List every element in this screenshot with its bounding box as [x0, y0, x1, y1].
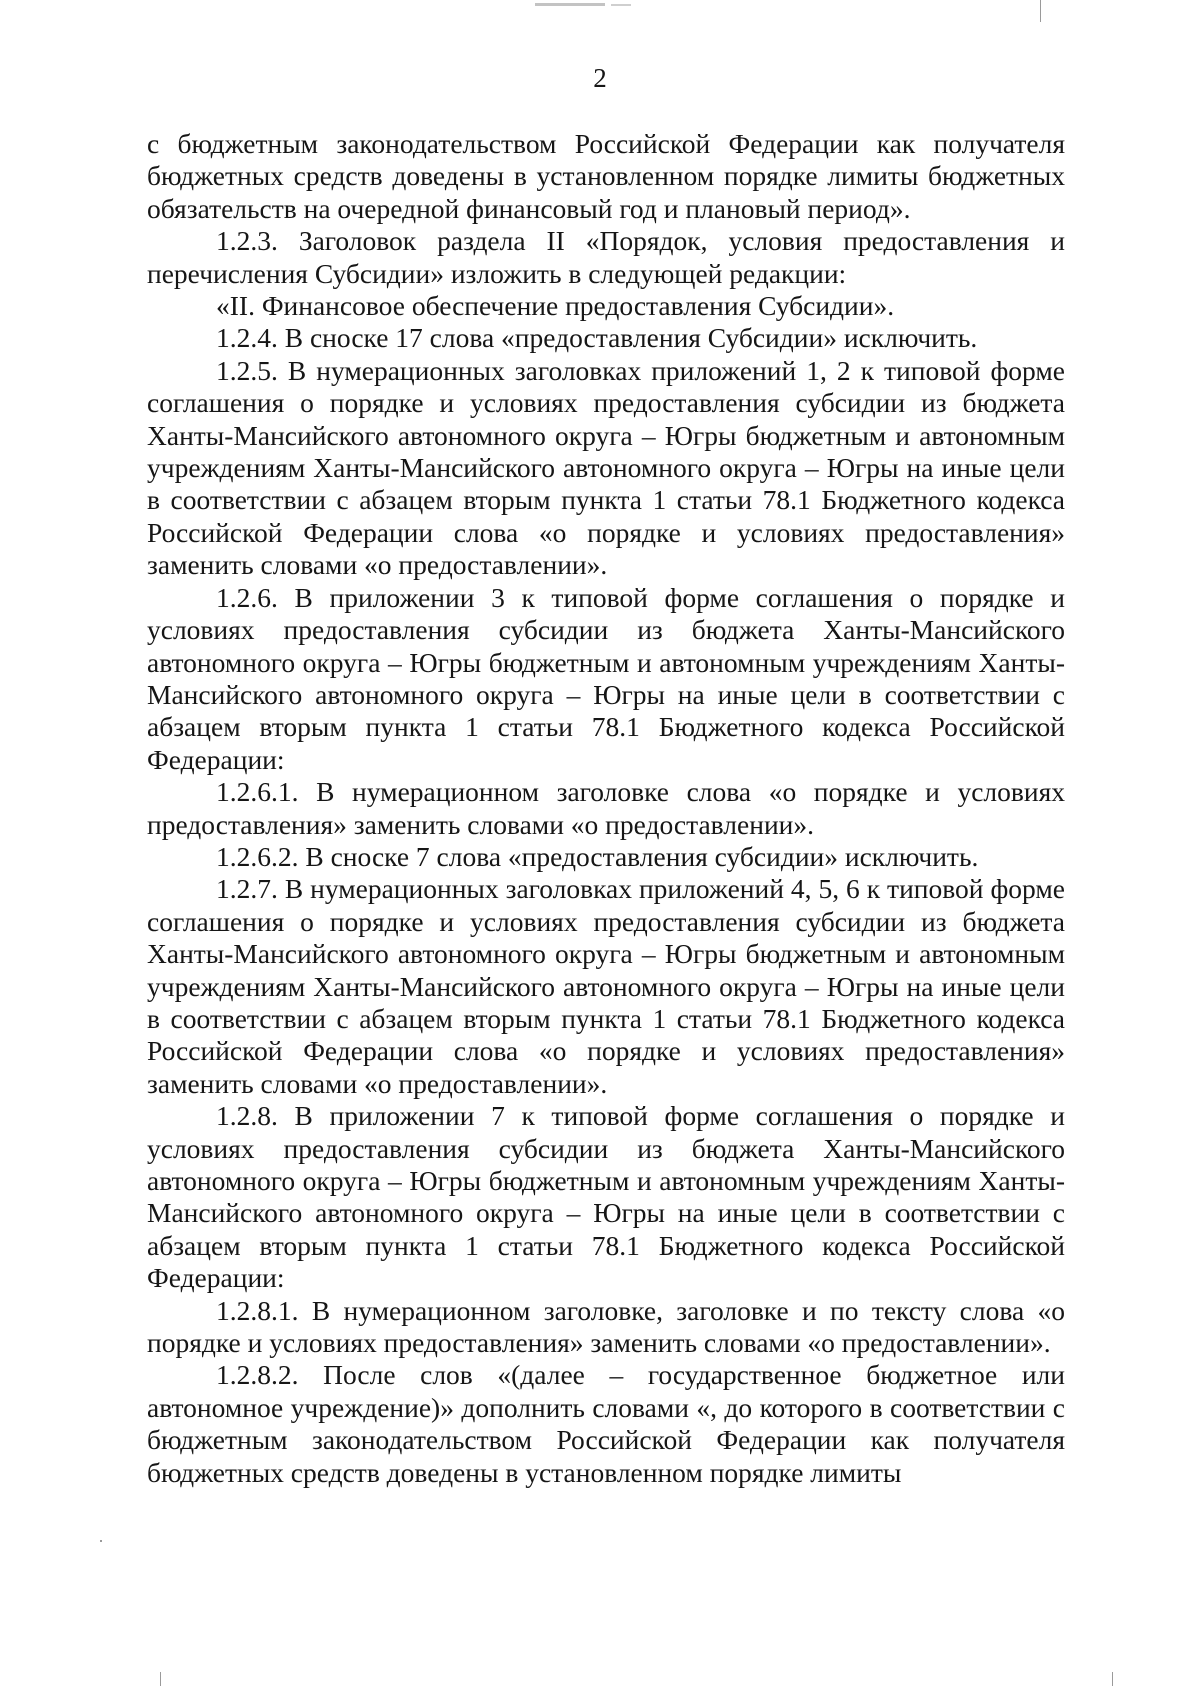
paragraph-1-2-6-1: 1.2.6.1. В нумерационном заголовке слова «о порядке и условиях предоставления» заменить словами «о предоставлении».: [147, 776, 1065, 840]
paragraph-continuation: с бюджетным законодательством Российской Федерации как получателя бюджетных средств доведены в установленном порядке лимиты бюджетных обязательств на очередной финансовый год и плановый период».: [147, 128, 1065, 224]
scan-speck: [1112, 1672, 1113, 1686]
paragraph-1-2-7: 1.2.7. В нумерационных заголовках приложений 4, 5, 6 к типовой форме соглашения о порядке и условиях предоставления субсидии из бюджета Ханты-Мансийского автономного округа – Югры бюджетным и автономным учреждениям Ханты-Мансийского автономного округа – Югры на иные цели в соответствии с абзацем вторым пункта 1 статьи 78.1 Бюджетного кодекса Российской Федерации слова «о порядке и условиях предоставления» заменить словами «о предоставлении».: [147, 873, 1065, 1099]
paragraph-1-2-8: 1.2.8. В приложении 7 к типовой форме соглашения о порядке и условиях предоставления субсидии из бюджета Ханты-Мансийского автономного округа – Югры бюджетным и автономным учреждениям Ханты-Мансийского автономного округа – Югры на иные цели в соответствии с абзацем вторым пункта 1 статьи 78.1 Бюджетного кодекса Российской Федерации:: [147, 1100, 1065, 1294]
scan-speck: [1040, 0, 1041, 22]
scan-artifact: [535, 0, 655, 10]
paragraph-1-2-5: 1.2.5. В нумерационных заголовках приложений 1, 2 к типовой форме соглашения о порядке и условиях предоставления субсидии из бюджета Ханты-Мансийского автономного округа – Югры бюджетным и автономным учреждениям Ханты-Мансийского автономного округа – Югры на иные цели в соответствии с абзацем вторым пункта 1 статьи 78.1 Бюджетного кодекса Российской Федерации слова «о порядке и условиях предоставления» заменить словами «о предоставлении».: [147, 354, 1065, 581]
paragraph-1-2-6-2: 1.2.6.2. В сноске 7 слова «предоставления субсидии» исключить.: [216, 840, 979, 872]
paragraph-1-2-4: 1.2.4. В сноске 17 слова «предоставления Субсидии» исключить.: [216, 322, 978, 354]
paragraph-1-2-8-1: 1.2.8.1. В нумерационном заголовке, заголовке и по тексту слова «о порядке и условиях предоставления» заменить словами «о предоставлении».: [147, 1294, 1065, 1359]
scan-speck: [100, 1540, 102, 1542]
document-body: [147, 128, 1065, 1489]
paragraph-quoted-heading: «II. Финансовое обеспечение предоставления Субсидии».: [216, 290, 895, 322]
paragraph-1-2-8-2: 1.2.8.2. После слов «(далее – государственное бюджетное или автономное учреждение)» дополнить словами «, до которого в соответствии с бюджетным законодательством Российской Федерации как получателя бюджетных средств доведены в установленном порядке лимиты: [147, 1359, 1065, 1488]
page-number: 2: [593, 63, 607, 93]
scan-speck: [160, 1672, 161, 1686]
paragraph-1-2-6: 1.2.6. В приложении 3 к типовой форме соглашения о порядке и условиях предоставления субсидии из бюджета Ханты-Мансийского автономного округа – Югры бюджетным и автономным учреждениям Ханты-Мансийского автономного округа – Югры на иные цели в соответствии с абзацем вторым пункта 1 статьи 78.1 Бюджетного кодекса Российской Федерации:: [147, 581, 1065, 775]
paragraph-1-2-3: 1.2.3. Заголовок раздела II «Порядок, условия предоставления и перечисления Субсидии» изложить в следующей редакции:: [147, 225, 1065, 289]
